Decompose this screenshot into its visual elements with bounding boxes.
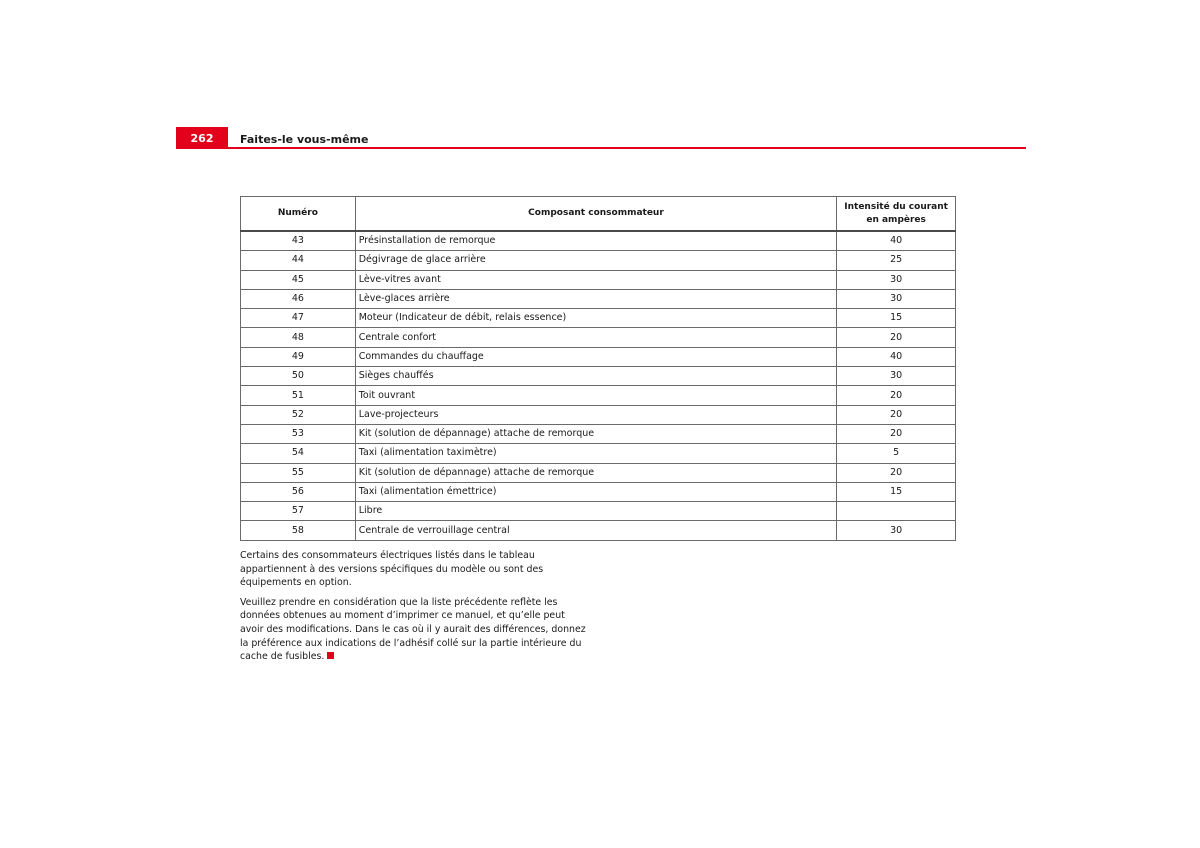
cell-number: 45 [241,270,356,289]
table-row [241,231,956,251]
cell-current: 20 [837,424,956,443]
table-row [241,347,956,366]
cell-component: Taxi (alimentation taximètre) [355,444,837,463]
cell-component: Commandes du chauffage [355,347,837,366]
cell-component: Lève-glaces arrière [355,289,837,308]
cell-current [837,502,956,521]
header-rule [176,147,1026,149]
cell-number: 55 [241,463,356,482]
table-row [241,482,956,501]
cell-component: Centrale de verrouillage central [355,521,837,540]
cell-number: 49 [241,347,356,366]
cell-number: 51 [241,386,356,405]
cell-number: 53 [241,424,356,443]
table-row [241,328,956,347]
cell-number: 47 [241,309,356,328]
table-row [241,502,956,521]
cell-number: 43 [241,231,356,251]
note-paragraph-2-text: Veuillez prendre en considération que la liste précédente reflète les données obtenues au moment d’imprimer ce manuel, et qu’elle peut avoir des modifications. Dans le cas où il y aurait des différences, donnez la préférence aux indications de l’adhésif collé sur la partie intérieure du cache de fusibles. [240,596,586,663]
cell-number: 56 [241,482,356,501]
cell-current: 30 [837,289,956,308]
cell-component: Moteur (Indicateur de débit, relais essence) [355,309,837,328]
fuse-table [240,196,956,541]
cell-component: Dégivrage de glace arrière [355,251,837,270]
cell-number: 58 [241,521,356,540]
cell-component: Kit (solution de dépannage) attache de remorque [355,463,837,482]
cell-component: Lève-vitres avant [355,270,837,289]
table-row [241,463,956,482]
page-number: 262 [176,127,228,148]
table-row [241,289,956,308]
header-number: Numéro [241,197,356,232]
table-row [241,444,956,463]
table-row [241,405,956,424]
cell-current: 15 [837,482,956,501]
cell-component: Présinstallation de remorque [355,231,837,251]
cell-current: 20 [837,328,956,347]
table-header-row [241,197,956,232]
table-body [241,231,956,540]
notes [240,549,586,670]
end-of-section-marker [327,652,334,659]
cell-number: 46 [241,289,356,308]
cell-number: 52 [241,405,356,424]
section-title: Faites-le vous-même [240,133,369,146]
header-component: Composant consommateur [355,197,837,232]
note-paragraph-2 [240,596,586,664]
cell-number: 57 [241,502,356,521]
cell-component: Kit (solution de dépannage) attache de remorque [355,424,837,443]
cell-current: 30 [837,270,956,289]
table-row [241,309,956,328]
note-paragraph-1: Certains des consommateurs électriques listés dans le tableau appartiennent à des versions spécifiques du modèle ou sont des équipements en option. [240,550,544,589]
cell-number: 48 [241,328,356,347]
cell-current: 30 [837,521,956,540]
cell-number: 54 [241,444,356,463]
cell-current: 40 [837,347,956,366]
cell-current: 20 [837,463,956,482]
table-row [241,367,956,386]
cell-number: 50 [241,367,356,386]
cell-current: 40 [837,231,956,251]
cell-current: 15 [837,309,956,328]
table-row [241,251,956,270]
table-row [241,386,956,405]
page-header [176,127,1026,149]
cell-component: Centrale confort [355,328,837,347]
cell-current: 5 [837,444,956,463]
table-row [241,521,956,540]
cell-current: 25 [837,251,956,270]
cell-component: Taxi (alimentation émettrice) [355,482,837,501]
cell-component: Libre [355,502,837,521]
cell-number: 44 [241,251,356,270]
table-row [241,424,956,443]
header-current: Intensité du courant en ampères [837,197,956,232]
cell-component: Sièges chauffés [355,367,837,386]
cell-component: Toit ouvrant [355,386,837,405]
cell-current: 30 [837,367,956,386]
cell-component: Lave-projecteurs [355,405,837,424]
cell-current: 20 [837,405,956,424]
table-row [241,270,956,289]
cell-current: 20 [837,386,956,405]
